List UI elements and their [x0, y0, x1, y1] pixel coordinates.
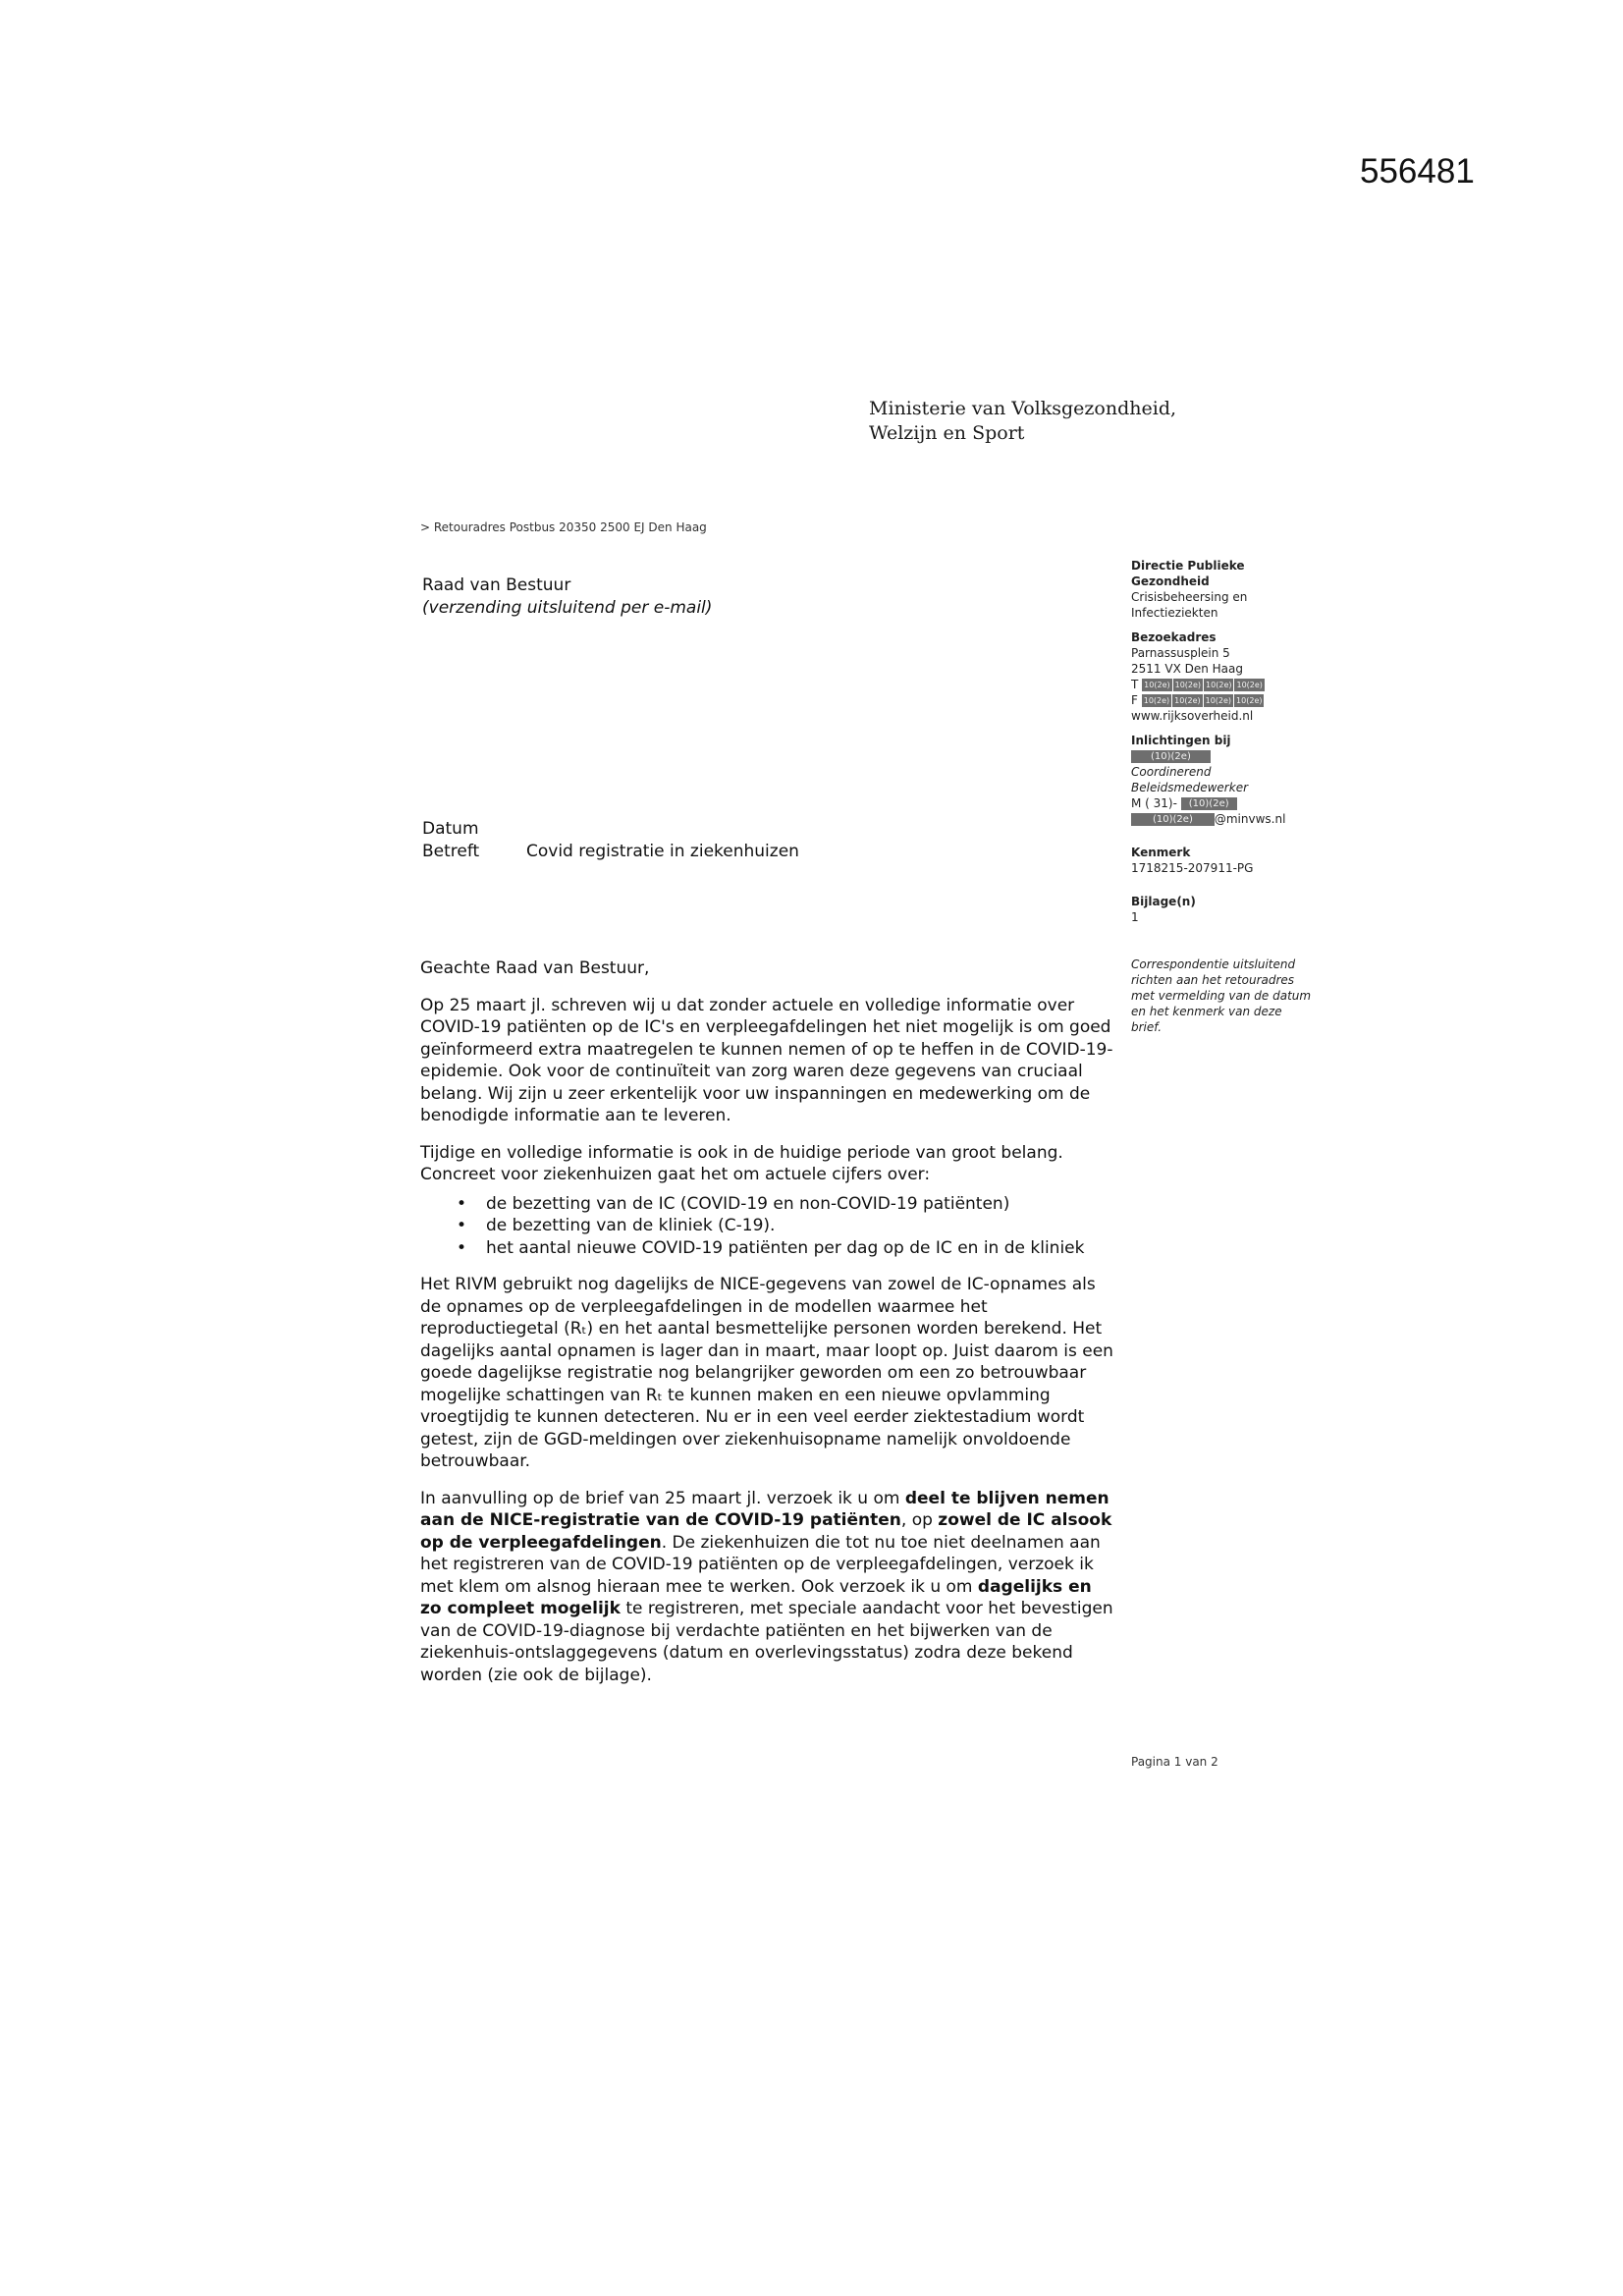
- kenmerk-heading: Kenmerk: [1131, 846, 1191, 859]
- mobile-prefix: M ( 31)-: [1131, 796, 1177, 810]
- redaction-block: 10(2e): [1236, 696, 1263, 705]
- redaction-block: 10(2e): [1236, 681, 1263, 689]
- correspondence-line-4: en het kenmerk van deze: [1131, 1005, 1282, 1018]
- redaction-block: 10(2e): [1143, 696, 1170, 705]
- paragraph-4-emphasis: deel te blijven nemen aan de NICE-registratie van de COVID-19 patiënten: [420, 1488, 1109, 1530]
- bullet-list: [420, 1193, 1117, 1260]
- bullet-icon: •: [457, 1237, 467, 1258]
- bullet-icon: •: [457, 1193, 467, 1214]
- paragraph-4-text: In aanvulling op de brief van 25 maart jl. verzoek ik u om: [420, 1488, 905, 1508]
- redaction-block: 10(2e): [1174, 681, 1202, 689]
- list-item-text: het aantal nieuwe COVID-19 patiënten per dag op de IC en in de kliniek: [486, 1237, 1085, 1258]
- email-suffix: @minvws.nl: [1214, 812, 1286, 826]
- contact-role-line-1: Coordinerend: [1131, 765, 1212, 779]
- redaction-block: 10(2e): [1144, 681, 1170, 689]
- email-redaction: (10)(2e): [1131, 813, 1215, 826]
- salutation: Geachte Raad van Bestuur,: [420, 958, 650, 978]
- visit-city: 2511 VX Den Haag: [1131, 662, 1243, 676]
- info-contact-row: [1131, 748, 1347, 764]
- bullet-icon: •: [457, 1216, 467, 1235]
- department-line-2: Infectieziekten: [1131, 606, 1218, 620]
- datum-row: [422, 818, 799, 841]
- website: www.rijksoverheid.nl: [1131, 709, 1254, 723]
- paragraph-4-text: , op: [900, 1510, 939, 1530]
- list-item: [420, 1237, 1117, 1260]
- correspondence-line-2: richten aan het retouradres: [1131, 973, 1295, 987]
- correspondence-line-5: brief.: [1131, 1020, 1163, 1034]
- redaction-block: 10(2e): [1206, 681, 1232, 689]
- list-item-text: de bezetting van de IC (COVID-19 en non-COVID-19 patiënten): [486, 1193, 1010, 1214]
- paragraph-4-emphasis: zowel de IC alsook op de verpleegafdelingen: [420, 1510, 1112, 1553]
- paragraph-2: Tijdige en volledige informatie is ook in de huidige periode van groot belang. Concreet voor ziekenhuizen gaat het om actuele cijfers over:: [420, 1142, 1063, 1184]
- return-address: > Retouradres Postbus 20350 2500 EJ Den Haag: [420, 520, 707, 534]
- document-number: 556481: [1360, 152, 1475, 191]
- letter-meta: [422, 818, 799, 863]
- visit-street: Parnassusplein 5: [1131, 646, 1230, 660]
- bijlage-heading: Bijlage(n): [1131, 895, 1196, 908]
- redaction-block: 10(2e): [1174, 696, 1201, 705]
- ministry-name-line-1: Ministerie van Volksgezondheid,: [869, 398, 1177, 419]
- info-heading: Inlichtingen bij: [1131, 734, 1231, 747]
- paragraph-4-text: . De ziekenhuizen die tot nu toe niet deelnamen aan het registreren van de COVID-19 patiënten op de verpleegafdelingen, verzoek ik met klem om alsnog hieraan mee te werken. Ook verzoek ik u om: [420, 1532, 1101, 1597]
- mobile-redaction: (10)(2e): [1181, 797, 1237, 810]
- ministry-logo-text: [869, 397, 1176, 446]
- ministry-name-line-2: Welzijn en Sport: [869, 422, 1025, 444]
- addressee-note: (verzending uitsluitend per e-mail): [422, 598, 713, 618]
- page-number: Pagina 1 van 2: [1131, 1755, 1218, 1769]
- bijlage-value: 1: [1131, 910, 1139, 924]
- datum-label: Datum: [422, 819, 479, 839]
- paragraph-4-text: te registreren, met speciale aandacht voor het bevestigen van de COVID-19-diagnose bij verdachte patiënten en het bijwerken van de ziekenhuis-ontslaggegevens (datum en overlevingsstatus) zodra deze bekend worden (zie ook de bijlage).: [420, 1599, 1113, 1685]
- mobile-row: [1131, 795, 1347, 811]
- directorate-line-2: Gezondheid: [1131, 574, 1210, 588]
- betreft-row: [422, 841, 799, 863]
- correspondence-line-3: met vermelding van de datum: [1131, 989, 1312, 1003]
- visit-address-heading: Bezoekadres: [1131, 630, 1217, 644]
- paragraph-4: [420, 1488, 1117, 1687]
- email-row: [1131, 811, 1347, 827]
- contact-role-line-2: Beleidsmedewerker: [1131, 781, 1249, 794]
- kenmerk-value: 1718215-207911-PG: [1131, 861, 1254, 875]
- addressee-block: [422, 574, 712, 620]
- correspondence-line-1: Correspondentie uitsluitend: [1131, 957, 1296, 971]
- phone-row: [1131, 677, 1347, 692]
- fax-prefix: F: [1131, 693, 1138, 707]
- addressee-name: Raad van Bestuur: [422, 575, 571, 595]
- list-item-text: de bezetting van de kliniek (C-19).: [486, 1216, 776, 1235]
- phone-prefix: T: [1131, 678, 1139, 691]
- paragraph-3: Het RIVM gebruikt nog dagelijks de NICE-gegevens van zowel de IC-opnames als de opnames op de verpleegafdelingen in de modellen waarmee het reproductiegetal (Rₜ) en het aantal besmettelijke personen worden berekend. Het dagelijks aantal opnamen is lager dan in maart, maar loopt op. Juist daarom is een goede dagelijkse registratie nog belangrijker geworden om een zo betrouwbaar mogelijke schattingen van Rₜ te kunnen maken en een nieuwe opvlamming vroegtijdig te kunnen detecteren. Nu er in een veel eerder ziektestadium wordt getest, zijn de GGD-meldingen over ziekenhuisopname namelijk onvoldoende betrouwbaar.: [420, 1275, 1113, 1471]
- list-item: [420, 1215, 1117, 1237]
- betreft-label: Betreft: [422, 842, 480, 861]
- sender-sidebar: [1131, 558, 1347, 1035]
- redaction-block: 10(2e): [1205, 696, 1232, 705]
- list-item: [420, 1193, 1117, 1216]
- department-line-1: Crisisbeheersing en: [1131, 590, 1248, 604]
- betreft-value: Covid registratie in ziekenhuizen: [526, 842, 799, 861]
- paragraph-1: Op 25 maart jl. schreven wij u dat zonder actuele en volledige informatie over COVID-19 patiënten op de IC's en verpleegafdelingen het niet mogelijk is om goed geïnformeerd extra maatregelen te kunnen nemen of op te heffen in de COVID-19-epidemie. Ook voor de continuïteit van zorg waren deze gegevens van cruciaal belang. Wij zijn u zeer erkentelijk voor uw inspanningen en medewerking om de benodigde informatie aan te leveren.: [420, 995, 1113, 1125]
- contact-name-redaction: (10)(2e): [1131, 750, 1211, 763]
- paragraph-4-emphasis: dagelijks en zo compleet mogelijk: [420, 1576, 1092, 1618]
- fax-row: [1131, 692, 1347, 708]
- letter-body: [420, 957, 1117, 1701]
- directorate-line-1: Directie Publieke: [1131, 559, 1245, 573]
